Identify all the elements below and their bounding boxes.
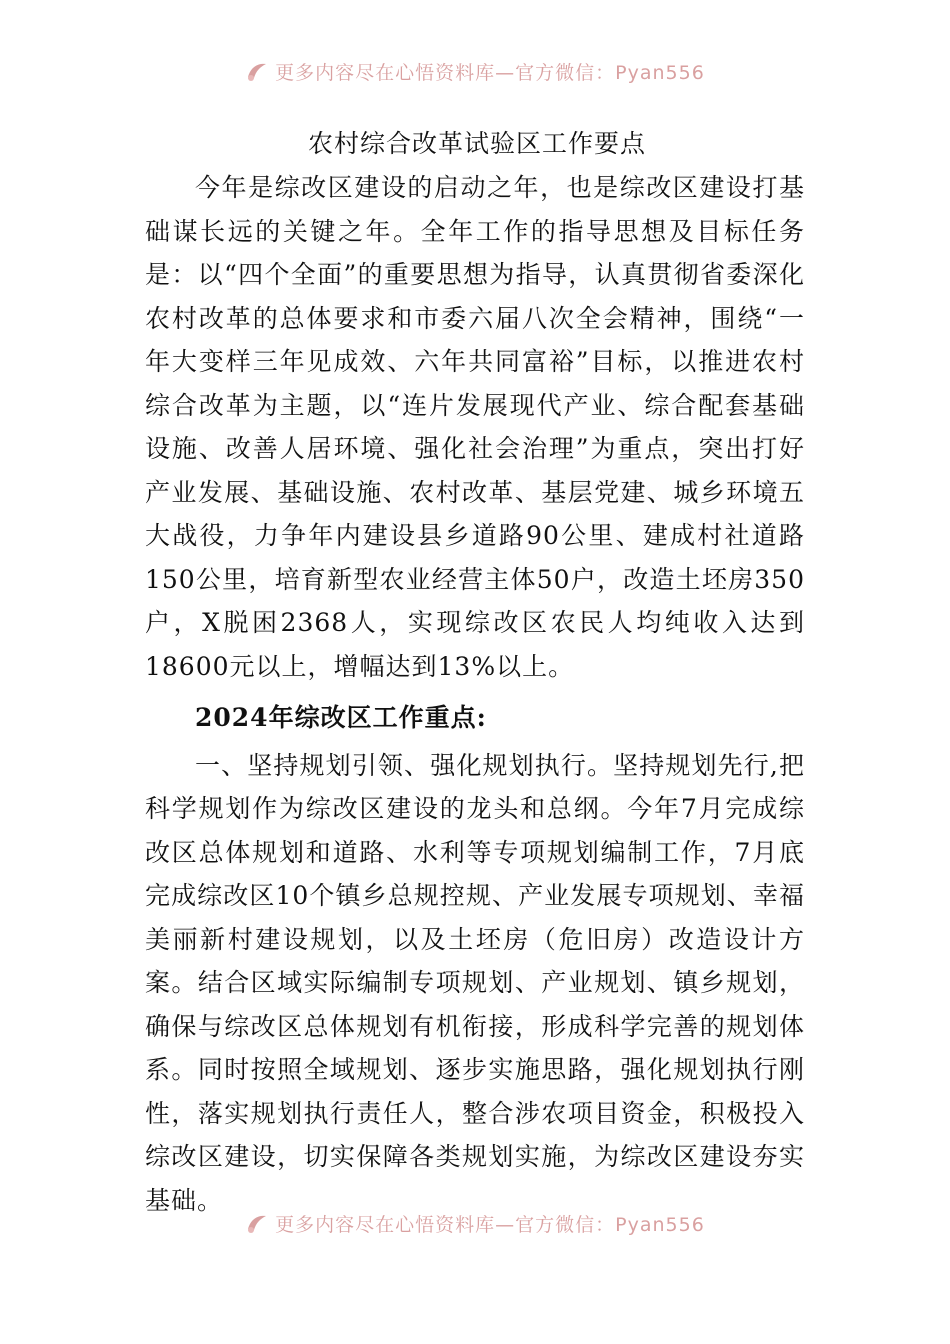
watermark-text: 更多内容尽在心悟资料库—官方微信：Pyan556	[275, 1213, 705, 1236]
header-watermark	[0, 56, 950, 86]
brush-logo-icon	[245, 60, 269, 82]
brush-logo-icon	[245, 1212, 269, 1234]
watermark-text: 更多内容尽在心悟资料库—官方微信：Pyan556	[275, 61, 705, 84]
section-heading: 2024年综改区工作重点:	[195, 703, 487, 732]
footer-watermark	[0, 1208, 950, 1238]
document-page	[145, 122, 805, 1222]
section-1-paragraph: 一、坚持规划引领、强化规划执行。坚持规划先行,把科学规划作为综改区建设的龙头和总纲。今年7月完成综改区总体规划和道路、水利等专项规划编制工作，7月底完成综改区10个镇乡总规控规、产业发展专项规划、幸福美丽新村建设规划，以及土坯房（危旧房）改造设计方案。结合区域实际编制专项规划、产业规划、镇乡规划，确保与综改区总体规划有机衔接，形成科学完善的规划体系。同时按照全域规划、逐步实施思路，强化规划执行刚性，落实规划执行责任人，整合涉农项目资金，积极投入综改区建设，切实保障各类规划实施，为综改区建设夯实基础。	[145, 750, 805, 1215]
intro-paragraph: 今年是综改区建设的启动之年，也是综改区建设打基础谋长远的关键之年。全年工作的指导思想及目标任务是：以“四个全面”的重要思想为指导，认真贯彻省委深化农村改革的总体要求和市委六届八次全会精神，围绕“一年大变样三年见成效、六年共同富裕”目标，以推进农村综合改革为主题，以“连片发展现代产业、综合配套基础设施、改善人居环境、强化社会治理”为重点，突出打好产业发展、基础设施、农村改革、基层党建、城乡环境五大战役，力争年内建设县乡道路90公里、建成村社道路150公里，培育新型农业经营主体50户，改造土坯房350户，X脱困2368人，实现综改区农民人均纯收入达到18600元以上，增幅达到13%以上。	[145, 173, 805, 681]
document-title: 农村综合改革试验区工作要点	[307, 129, 646, 158]
